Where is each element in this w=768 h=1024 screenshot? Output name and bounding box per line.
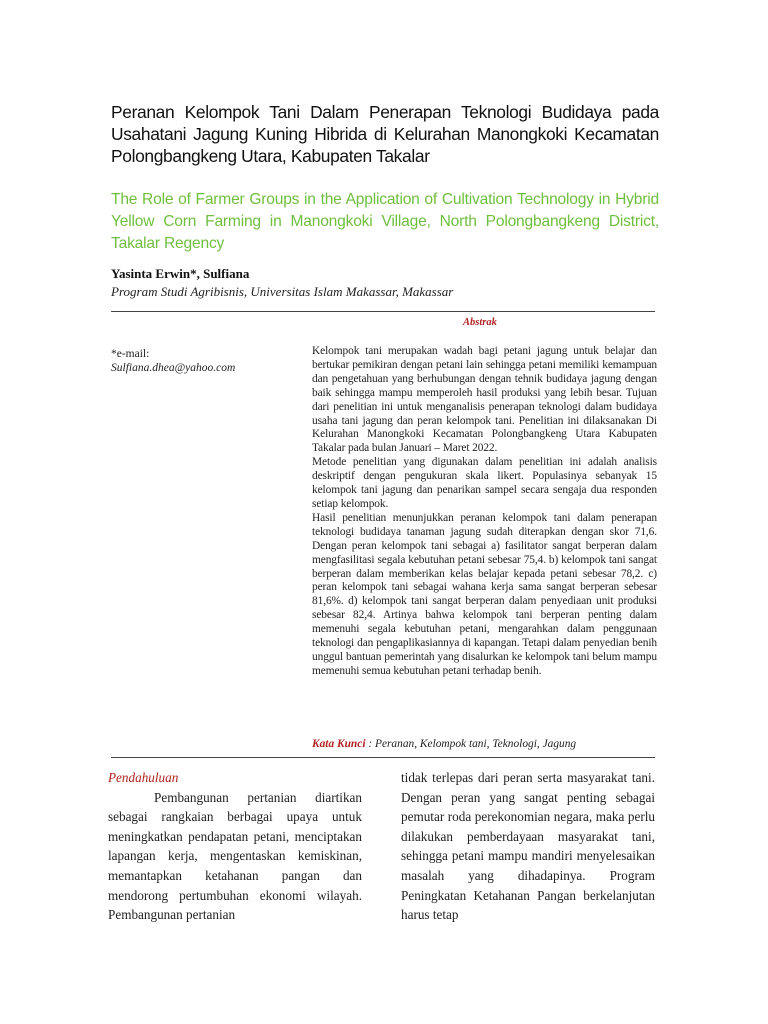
intro-paragraph: Pembangunan pertanian diartikan sebagai rangkaian berbagai upaya untuk meningkatkan pendapatan petani, menciptakan lapangan kerja, mengentaskan kemiskinan, memantapkan ketahanan pangan dan mendorong pertumbuhan ekonomi wilayah. Pembangunan pertanian <box>108 789 362 923</box>
intro-paragraph-continued: tidak terlepas dari peran serta masyarakat tani. Dengan peran yang sangat penting sebagai pemutar roda perekonomian negara, maka perlu dilakukan pemberdayaan masyarakat tani, sehingga petani mampu mandiri menyelesaikan masalah yang dihadapinya. Program Peningkatan Ketahanan Pangan berkelanjutan harus tetap <box>401 770 655 923</box>
affiliation: Program Studi Agribisnis, Universitas Islam Makassar, Makassar <box>111 284 454 299</box>
keywords-label: Kata Kunci <box>312 738 366 750</box>
keywords <box>312 738 576 750</box>
abstract-body <box>312 345 657 679</box>
top-divider <box>111 311 655 312</box>
abstract-paragraph: Kelompok tani merupakan wadah bagi petani jagung untuk belajar dan bertukar pemikiran dengan petani lain sehingga petani memiliki kemampuan dan pengetahuan yang berhubungan dengan tehnik budidaya jagung dengan baik sehingga mampu memperoleh hasil produksi yang lebih besar. Tujuan dari penelitian ini untuk menganalisis penerapan teknologi dalam budidaya usaha tani jagung dan peran kelompok tani. Penelitian ini dilaksanakan Di Kelurahan Manongkoki Kecamatan Polongbangkeng Utara Kabupaten Takalar pada bulan Januari – Maret 2022. <box>312 345 657 455</box>
abstract-paragraph: Metode penelitian yang digunakan dalam penelitian ini adalah analisis deskriptif dengan pengukuran skala likert. Populasinya sebanyak 15 kelompok tani jagung dan penarikan sampel secara sengaja dua responden setiap kelompok. <box>312 456 657 510</box>
email-label: *e-mail: <box>111 348 150 360</box>
paper-title-english: The Role of Farmer Groups in the Application of Cultivation Technology in Hybrid Yellow Corn Farming in Manongkoki Village, North Polongbangkeng District, Takalar Regency <box>111 191 659 252</box>
keywords-list: : Peranan, Kelompok tani, Teknologi, Jagung <box>365 738 577 750</box>
paper-title-indonesian: Peranan Kelompok Tani Dalam Penerapan Teknologi Budidaya pada Usahatani Jagung Kuning Hibrida di Kelurahan Manongkoki Kecamatan Polongbangkeng Utara, Kabupaten Takalar <box>111 102 659 166</box>
intro-column-left <box>108 768 362 925</box>
bottom-divider <box>111 757 655 758</box>
intro-column-right <box>401 768 655 925</box>
email-address: Sulfiana.dhea@yahoo.com <box>111 362 236 374</box>
abstract-heading: Abstrak <box>463 317 497 328</box>
section-heading-introduction: Pendahuluan <box>108 770 179 785</box>
abstract-paragraph: Hasil penelitian menunjukkan peranan kelompok tani dalam penerapan teknologi budidaya tanaman jagung sudah diterapkan dengan skor 71,6. Dengan peran kelompok tani sebagai a) fasilitator sangat berperan dalam mengfasilitasi segala kebutuhan petani sebesar 75,4. b) kelompok tani sangat berperan dalam memberikan kelas belajar kepada petani sebesar 78,2. c) peran kelompok tani sebagai wahana kerja sama sangat berperan sebesar 81,6%. d) kelompok tani sangat berperan dalam penyediaan unit produksi sebesar 82,4. Artinya bahwa kelompok tani berperan penting dalam memenuhi segala kebutuhan petani, mengarahkan dalam penggunaan teknologi dan pengaplikasiannya di kapangan. Tetapi dalam penyedian benih unggul bantuan pemerintah yang disalurkan ke kelompok tani belum mampu memenuhi semua kebutuhan petani terhadap benih. <box>312 511 657 677</box>
authors: Yasinta Erwin*, Sulfiana <box>111 266 250 281</box>
